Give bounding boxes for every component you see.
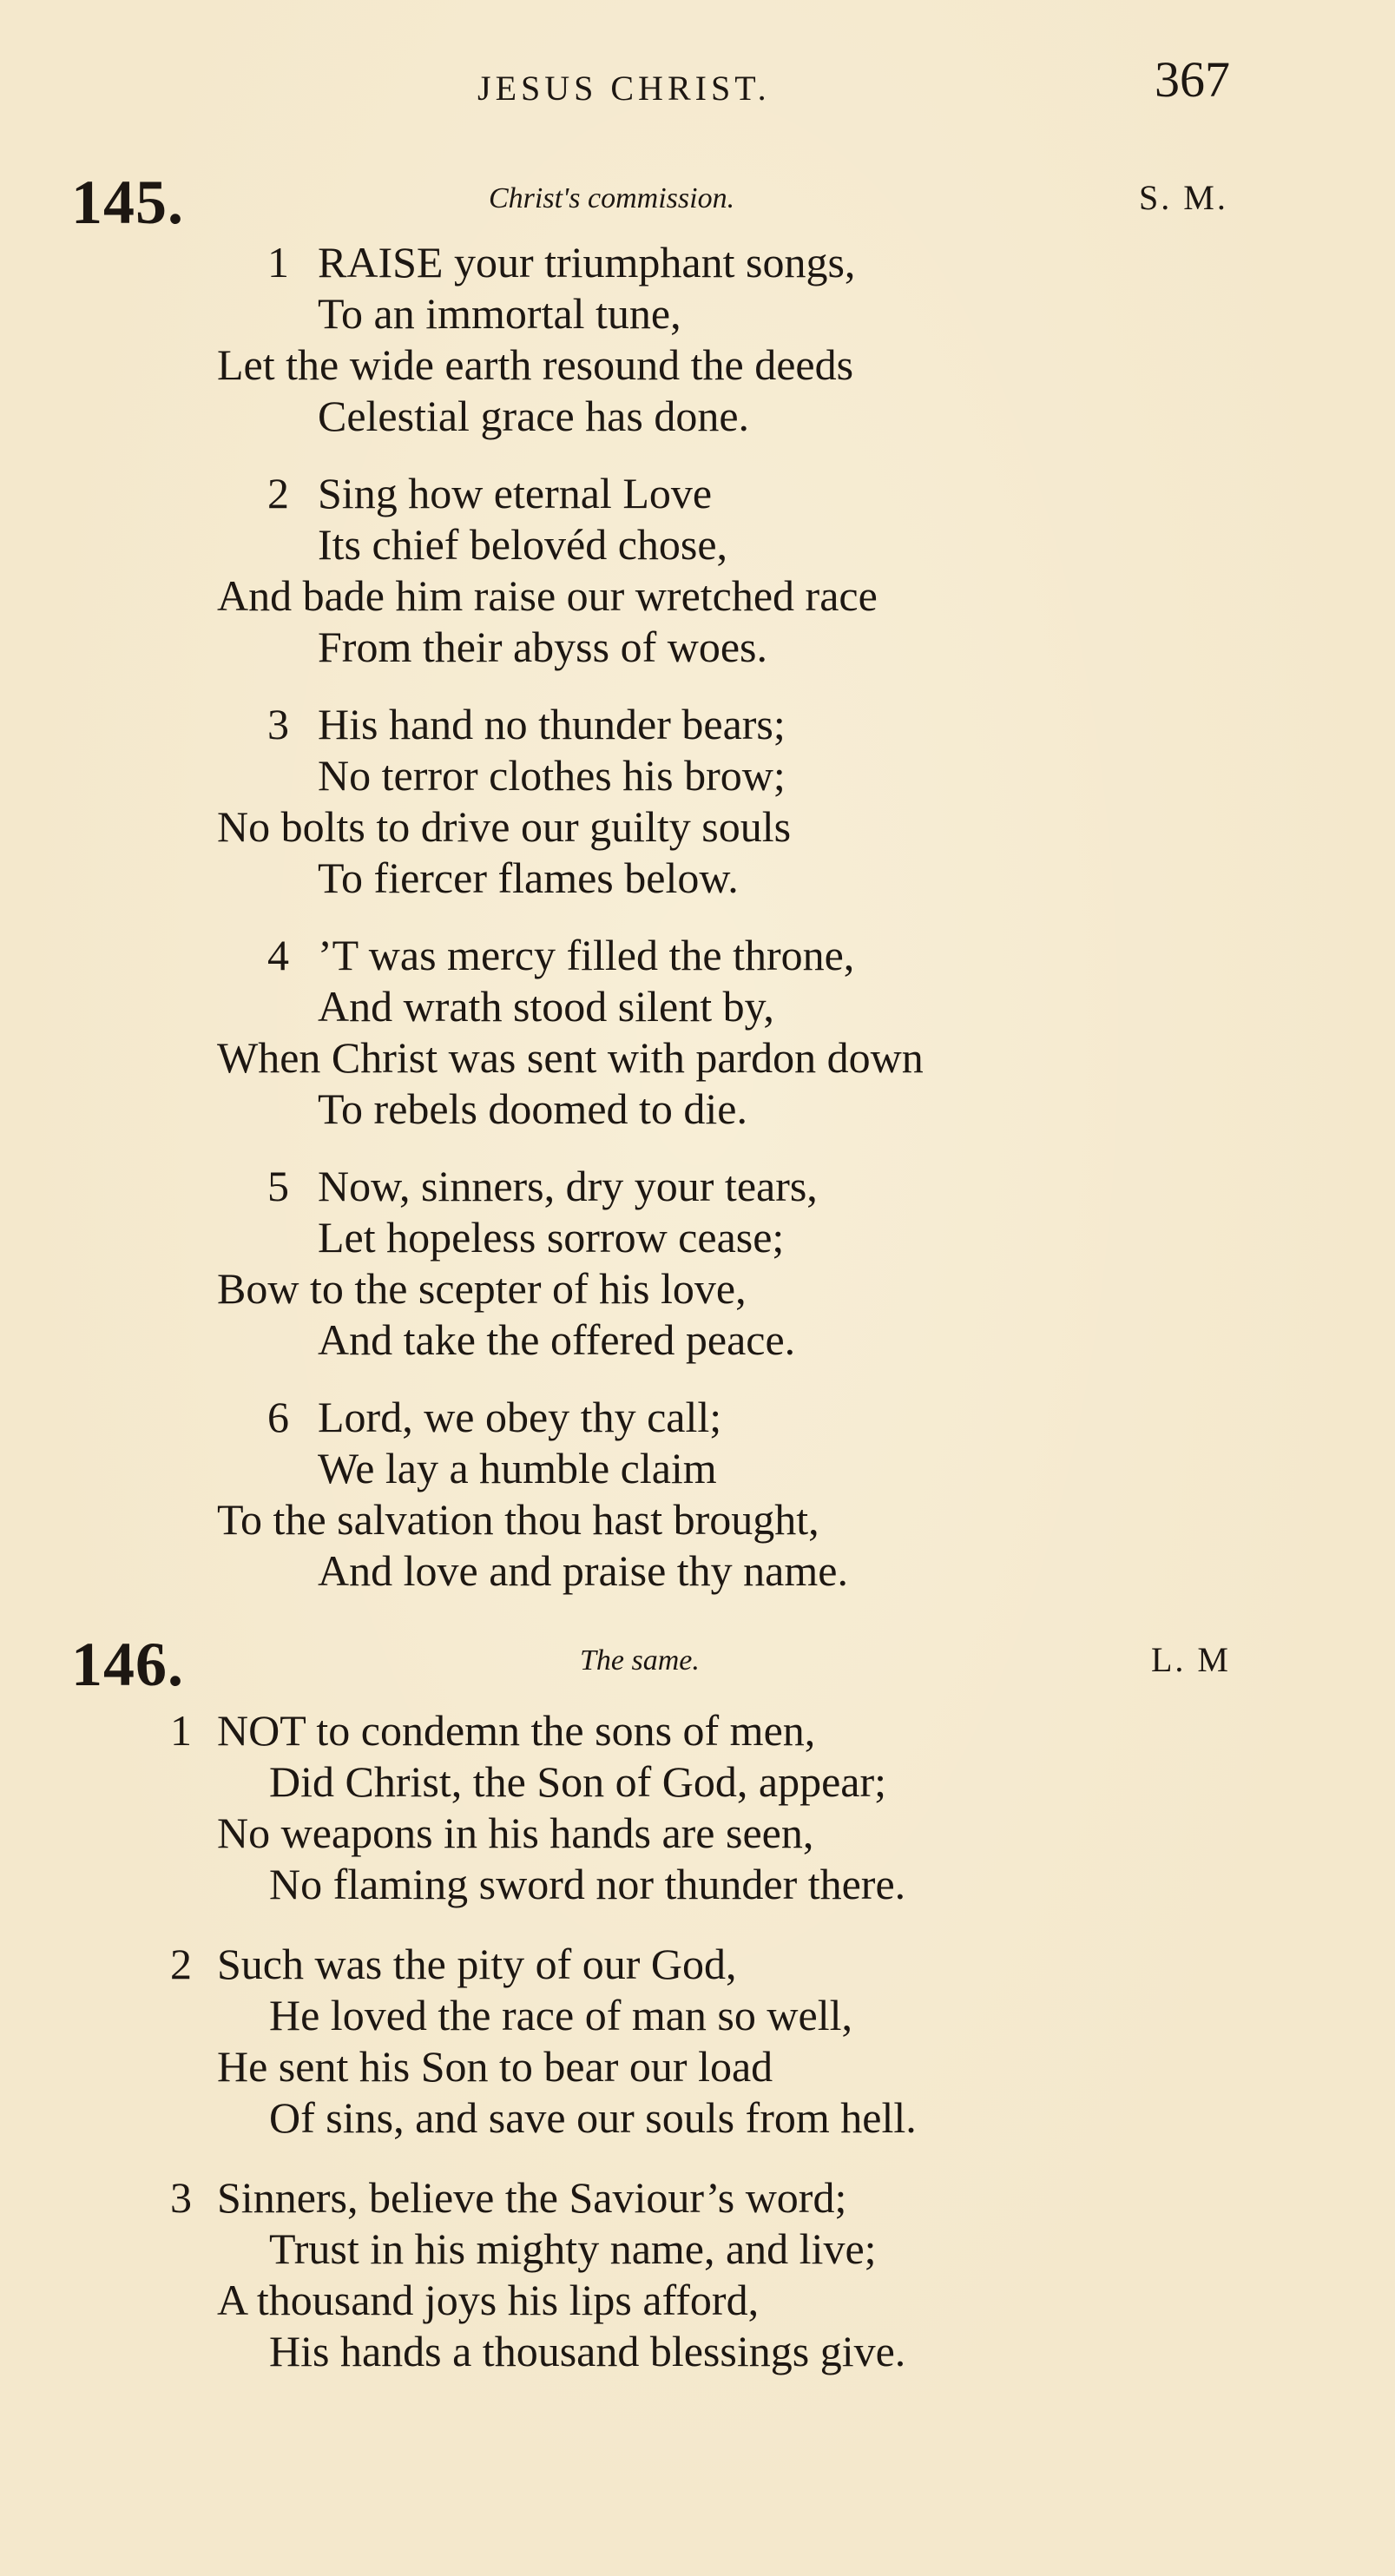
verse-line: To the salvation thou hast brought, [217, 1495, 819, 1544]
verse-line: Sing how eternal Love [318, 469, 713, 517]
verse-line: Did Christ, the Son of God, appear; [269, 1757, 887, 1806]
verse-line: Trust in his mighty name, and live; [269, 2224, 877, 2273]
verse-line: Bow to the scepter of his love, [217, 1264, 747, 1313]
verse-line: And take the offered peace. [318, 1315, 796, 1364]
hymn-number: 145. [71, 168, 184, 237]
verse-line: RAISE your triumphant songs, [318, 238, 856, 287]
stanza-number: 4 [267, 931, 289, 979]
verse-line: When Christ was sent with pardon down [217, 1033, 924, 1082]
verse-line: No terror clothes his brow; [318, 751, 786, 800]
verse-line: Sinners, believe the Saviour’s word; [217, 2173, 847, 2222]
verse-line: And wrath stood silent by, [318, 982, 774, 1031]
hymn-title: Christ's commission. [489, 182, 735, 214]
verse-line: We lay a humble claim [318, 1444, 717, 1492]
verse-line: ’T was mercy filled the throne, [318, 931, 855, 979]
stanza-number: 2 [267, 469, 289, 517]
hymn-meter: L. M [1151, 1640, 1231, 1679]
verse-line: Let hopeless sorrow cease; [318, 1213, 785, 1262]
stanza-number: 2 [170, 1940, 192, 1988]
verse-line: Its chief belovéd chose, [318, 520, 728, 569]
verse-line: A thousand joys his lips afford, [217, 2276, 760, 2324]
verse-line: He sent his Son to bear our load [217, 2042, 773, 2091]
verse-line: No bolts to drive our guilty souls [217, 802, 792, 851]
verse-line: No flaming sword nor thunder there. [269, 1860, 906, 1908]
verse-line: To rebels doomed to die. [318, 1084, 747, 1133]
stanza-number: 5 [267, 1162, 289, 1210]
stanza-number: 3 [170, 2173, 192, 2222]
verse-line: Such was the pity of our God, [217, 1940, 737, 1988]
verse-line: No weapons in his hands are seen, [217, 1808, 814, 1857]
hymn-meter: S. M. [1139, 178, 1228, 217]
stanza-number: 1 [267, 238, 289, 287]
verse-line: And bade him raise our wretched race [217, 571, 878, 620]
verse-line: To fiercer flames below. [318, 853, 739, 902]
verse-line: Celestial grace has done. [318, 392, 750, 440]
verse-line: Let the wide earth resound the deeds [217, 340, 854, 389]
verse-line: His hand no thunder bears; [318, 700, 786, 748]
verse-line: NOT to condemn the sons of men, [217, 1706, 816, 1755]
verse-line: Now, sinners, dry your tears, [318, 1162, 818, 1210]
verse-line: He loved the race of man so well, [269, 1991, 852, 2039]
verse-line: To an immortal tune, [318, 289, 681, 338]
hymn-number: 146. [71, 1630, 184, 1699]
verse-line: And love and praise thy name. [318, 1546, 848, 1595]
stanza-number: 1 [170, 1706, 192, 1755]
verse-line: Of sins, and save our souls from hell. [269, 2093, 917, 2142]
running-head: JESUS CHRIST. [477, 69, 771, 108]
verse-line: From their abyss of woes. [318, 623, 767, 671]
hymn-title: The same. [580, 1644, 700, 1677]
stanza-number: 3 [267, 700, 289, 748]
stanza-number: 6 [267, 1393, 289, 1441]
verse-line: His hands a thousand blessings give. [269, 2327, 906, 2375]
page-number: 367 [1155, 51, 1230, 108]
verse-line: Lord, we obey thy call; [318, 1393, 722, 1441]
